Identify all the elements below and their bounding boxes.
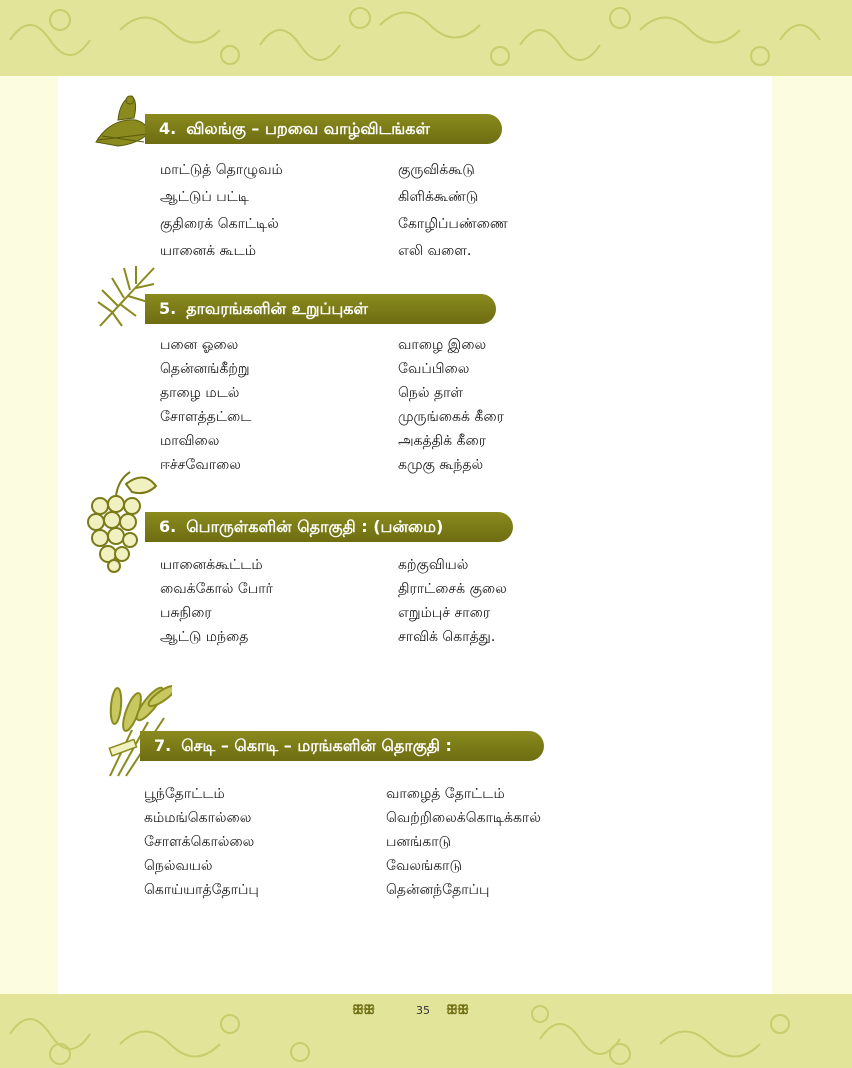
- section-6-left-item: யானைக்கூட்டம்: [160, 557, 263, 573]
- section-7-title: செடி – கொடி – மரங்களின் தொகுதி :: [181, 736, 452, 755]
- section-6-number: 6.: [159, 517, 177, 536]
- section-7-right-item: வேலங்காடு: [386, 858, 462, 874]
- section-6-right-item: திராட்சைக் குலை: [398, 581, 507, 597]
- page-number: 35: [416, 1004, 430, 1017]
- section-5-left-item: தாழை மடல்: [160, 385, 240, 401]
- section-5-left-item: ஈச்சவோலை: [160, 457, 241, 473]
- section-5-left-item: பனை ஓலை: [160, 337, 239, 353]
- section-4-left-item: குதிரைக் கொட்டில்: [160, 216, 279, 232]
- section-5-heading: [145, 294, 496, 324]
- section-5-right-item: கமுகு கூந்தல்: [398, 457, 484, 473]
- section-5-left-item: தென்னங்கீற்று: [160, 361, 250, 377]
- top-paisley-pattern: [0, 0, 852, 76]
- section-5-title: தாவரங்களின் உறுப்புகள்: [186, 299, 368, 318]
- wheat-sheaf-icon: [92, 672, 172, 782]
- section-5-left-item: மாவிலை: [160, 433, 220, 449]
- section-4-heading: [145, 114, 502, 144]
- section-4-left-item: யானைக் கூடம்: [160, 243, 256, 259]
- section-7-right-item: வெற்றிலைக்கொடிக்கால்: [386, 810, 541, 826]
- section-5-left-item: சோளத்தட்டை: [160, 409, 252, 425]
- section-5-right-item: முருங்கைக் கீரை: [398, 409, 504, 425]
- section-6-right-item: சாவிக் கொத்து.: [398, 629, 496, 645]
- section-4-right-item: எலி வளை.: [398, 243, 472, 259]
- section-5-right-item: அகத்திக் கீரை: [398, 433, 486, 449]
- footer-ornament-left: ꕥꕥ: [352, 1003, 375, 1018]
- footer-ornament-right: ꕥꕥ: [446, 1003, 469, 1018]
- section-7-right-item: பனங்காடு: [386, 834, 452, 850]
- section-6-title: பொருள்களின் தொகுதி : (பன்மை): [186, 517, 444, 536]
- section-7-left-item: சோளக்கொல்லை: [144, 834, 255, 850]
- top-decorative-band: [0, 0, 852, 76]
- section-7-right-item: தென்னந்தோப்பு: [386, 882, 490, 898]
- section-7-left-item: கம்மங்கொல்லை: [144, 810, 252, 826]
- section-7-heading: [140, 731, 544, 761]
- section-5-right-item: வாழை இலை: [398, 337, 487, 353]
- section-4-left-item: ஆட்டுப் பட்டி: [160, 189, 249, 205]
- section-5-number: 5.: [159, 299, 177, 318]
- section-7-left-item: கொய்யாத்தோப்பு: [144, 882, 259, 898]
- right-margin: [772, 76, 852, 994]
- section-4-left-item: மாட்டுத் தொழுவம்: [160, 162, 283, 178]
- section-7-left-item: பூந்தோட்டம்: [144, 786, 225, 802]
- section-6-right-item: கற்குவியல்: [398, 557, 469, 573]
- section-4-title: விலங்கு – பறவை வாழ்விடங்கள்: [186, 119, 430, 138]
- section-5-right-item: வேப்பிலை: [398, 361, 470, 377]
- section-4-right-item: குருவிக்கூடு: [398, 162, 475, 178]
- section-4-number: 4.: [159, 119, 177, 138]
- section-6-left-item: பசுநிரை: [160, 605, 212, 621]
- section-6-right-item: எறும்புச் சாரை: [398, 605, 491, 621]
- section-6-left-item: ஆட்டு மந்தை: [160, 629, 249, 645]
- section-5-right-item: நெல் தாள்: [398, 385, 464, 401]
- section-7-number: 7.: [154, 736, 172, 755]
- section-4-right-item: கிளிக்கூண்டு: [398, 189, 479, 205]
- section-6-left-item: வைக்கோல் போர்: [160, 581, 273, 597]
- left-margin: [0, 76, 58, 994]
- section-4-right-item: கோழிப்பண்ணை: [398, 216, 508, 232]
- section-6-heading: [145, 512, 513, 542]
- section-7-right-item: வாழைத் தோட்டம்: [386, 786, 505, 802]
- section-7-left-item: நெல்வயல்: [144, 858, 213, 874]
